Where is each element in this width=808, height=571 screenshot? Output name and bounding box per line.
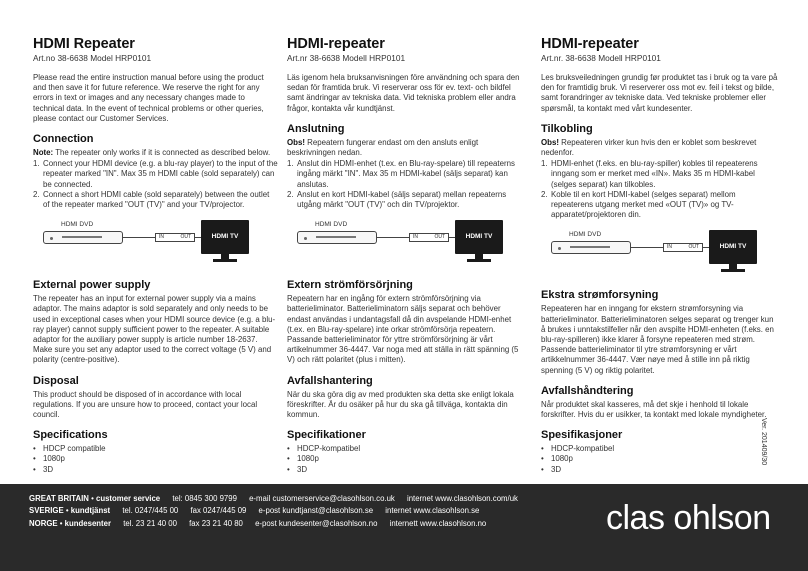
tv-base [721, 269, 745, 272]
service-label: kundesenter [64, 519, 112, 528]
power-text: Repeateren har en inngang for ekstern strømforsyning via batterieliminator. Batterieliminatoren selges separat og trenger kun å brukes i unntakstilfeller når den avspilte HDMI-enheten (f.eks. en blu-ray-spilleren) ikke klarer å forsyne repeateren med strøm. Passende batterieliminator til ytre strømforsyning er vårt artikkelnummer 36-4447. Vær nøye med å stille inn på riktig spenning (5 V) og riktig polaritet. [541, 304, 774, 375]
fax-number: fax 0247/445 09 [190, 506, 247, 515]
note-label: Note: [33, 148, 54, 158]
list-item: • 3D [33, 465, 278, 475]
spec-list [287, 444, 525, 475]
out-label: OUT [180, 234, 191, 241]
footer [0, 484, 808, 571]
tv-label: HDMI TV [465, 233, 493, 241]
step-text: HDMI-enhet (f.eks. en blu-ray-spiller) kobles til repeaterens inngang som er merket med «IN». Maks 35 m HDMI-kabel (selges separat) kan tilkobles. [551, 159, 758, 189]
note-body: Repeatern fungerar endast om den ansluts enligt beskrivningen nedan. [287, 137, 479, 158]
note-label: Obs! [541, 137, 559, 147]
list-item: • 1080p [33, 454, 278, 464]
website-link[interactable]: internett www.clasohlson.no [389, 519, 487, 528]
tv-label: HDMI TV [211, 233, 239, 241]
phone-number: tel. 0247/445 00 [122, 506, 179, 515]
spec-heading: Spesifikasjoner [541, 429, 623, 442]
hdmi-cable-in [377, 237, 409, 238]
note-text [287, 138, 525, 158]
article-number: Art.nr. 38-6638 Modell HRP0101 [541, 53, 661, 63]
tv-icon [455, 220, 503, 254]
dvd-player-icon [297, 231, 377, 244]
repeater-icon [409, 233, 449, 242]
in-label: IN [159, 234, 164, 241]
email-link[interactable]: e-post kundesenter@clasohlson.no [255, 519, 378, 528]
connection-diagram [287, 218, 511, 270]
out-label: OUT [434, 234, 445, 241]
hdmi-cable-in [631, 247, 663, 248]
dvd-label: HDMI DVD [61, 221, 94, 229]
service-label: kundtjänst [70, 506, 111, 515]
power-heading: Extern strömförsörjning [287, 279, 413, 292]
spec-list [541, 444, 779, 475]
intro-text: Läs igenom hela bruksanvisningen före användning och spara den sedan för framtida bruk. Vi reserverar oss för ev. text- och bildfel samt ändringar av tekniska data. Vid tekniska problem eller andra frågor, kontakta vår kundtjänst. [287, 73, 520, 113]
connection-steps [541, 159, 779, 220]
list-item: 2. Koble til en kort HDMI-kabel (selges separat) mellom repeaterens utgang merket med «OUT (TV)» og TV-apparatet/projektoren din. [541, 189, 736, 220]
connection-steps [33, 159, 278, 210]
spec-list [33, 444, 278, 475]
tv-icon [709, 230, 757, 264]
list-item: • 3D [287, 465, 525, 475]
footer-row-se: SVERIGE • kundtjänst tel. 0247/445 00 fax 0247/445 09 e-post kundtjanst@clasohlson.se internet www.clasohlson.se [29, 506, 480, 515]
phone-number: tel. 23 21 40 00 [123, 519, 177, 528]
country-label: NORGE [29, 519, 58, 528]
list-item: • 1080p [541, 454, 779, 464]
note-text [33, 148, 278, 158]
step-text: Anslut din HDMI-enhet (t.ex. en Blu-ray-spelare) till repeaterns ingång märkt "IN". Max 35 m HDMI-kabel (säljs separat) kan anslutas. [297, 159, 515, 189]
email-link[interactable]: e-post kundtjanst@clasohlson.se [258, 506, 374, 515]
page-title: HDMI-repeater [541, 36, 639, 52]
in-label: IN [413, 234, 418, 241]
disposal-heading: Avfallshantering [287, 374, 373, 387]
footer-row-uk: GREAT BRITAIN • customer service tel: 0845 300 9799 e-mail customerservice@clasohlson.co.uk internet www.clasohlson.com/uk [29, 494, 518, 503]
website-link[interactable]: internet www.clasohlson.com/uk [406, 494, 518, 503]
list-item: • HDCP-kompatibel [541, 444, 779, 454]
dvd-player-icon [551, 241, 631, 254]
tv-icon [201, 220, 249, 254]
dvd-player-icon [43, 231, 123, 244]
tv-base [213, 259, 237, 262]
list-item: 1. HDMI-enhet (f.eks. en blu-ray-spiller) kobles til repeaterens inngang som er merket med «IN». Maks 35 m HDMI-kabel (selges separat) kan tilkobles. [541, 159, 758, 189]
dvd-label: HDMI DVD [315, 221, 348, 229]
spec-heading: Specifikationer [287, 429, 366, 442]
note-body: Repeateren virker kun hvis den er koblet som beskrevet nedenfor. [541, 137, 757, 158]
intro-text: Les bruksveiledningen grundig før produktet tas i bruk og ta vare på den for framtidig bruk. Vi reserverer oss mot ev. feil i tekst og bilde, samt forandringer av tekniske data. Ved tekniske problemer eller spørsmål, ta kontakt med vårt kundesenter. [541, 73, 778, 113]
note-label: Obs! [287, 137, 305, 147]
power-text: Repeatern har en ingång för extern strömförsörjning via batterieliminator. Batterieliminatorn säljs separat och behöver endast användas i undantagsfall då din avspelande HDMI-enhet (t.ex. en Blu-ray-spelare) inte orkar strömförsörja repeatern. Passande batterieliminator för yttre strömförsörjning är vårt artikelnummer 36-4447. Var noga med att ställa in rätt spänning (5 V) och rätt polaritet (plus i mitten). [287, 294, 519, 365]
page-title: HDMI Repeater [33, 36, 135, 52]
connection-heading: Connection [33, 133, 94, 146]
column-norwegian [541, 36, 779, 475]
disposal-heading: Disposal [33, 374, 79, 387]
list-item: • 1080p [287, 454, 525, 464]
repeater-icon [663, 243, 703, 252]
list-item: 2. Connect a short HDMI cable (sold separately) between the outlet of the repeater marked "OUT (TV)" and your TV/projector. [33, 189, 270, 210]
intro-text: Please read the entire instruction manual before using the product and then save it for future reference. We reserve the right for any errors in text or images and any necessary changes made to technical data. In the event of technical problems or other queries, please contact our Customer Services. [33, 73, 264, 123]
article-number: Art.nr 38-6638 Modell HRP0101 [287, 53, 406, 63]
list-item: • HDCP-kompatibel [287, 444, 525, 454]
step-text: Koble til en kort HDMI-kabel (selges separat) mellom repeaterens utgang merket med «OUT (TV)» og TV-apparatet/projektoren din. [551, 189, 736, 220]
out-label: OUT [688, 244, 699, 251]
spec-heading: Specifications [33, 429, 108, 442]
power-heading: Ekstra strømforsyning [541, 289, 659, 302]
list-item: 1. Connect your HDMI device (e.g. a blu-ray player) to the input of the repeater marked "IN". Max 35 m HDMI cable (sold separately) can be connected. [33, 159, 278, 189]
fax-number: fax 23 21 40 80 [189, 519, 243, 528]
article-number: Art.no 38-6638 Model HRP0101 [33, 53, 152, 63]
disposal-text: This product should be disposed of in accordance with local regulations. If you are unsure how to proceed, contact your local council. [33, 389, 258, 420]
connection-diagram [33, 218, 257, 270]
power-heading: External power supply [33, 279, 151, 292]
phone-number: tel: 0845 300 9799 [172, 494, 237, 503]
repeater-icon [155, 233, 195, 242]
country-label: GREAT BRITAIN [29, 494, 89, 503]
list-item: • 3D [541, 465, 779, 475]
email-link[interactable]: e-mail customerservice@clasohlson.co.uk [249, 494, 395, 503]
connection-diagram [541, 228, 765, 280]
tv-base [467, 259, 491, 262]
brand-logo: clas ohlson [606, 499, 771, 537]
website-link[interactable]: internet www.clasohlson.se [385, 506, 480, 515]
list-item: 1. Anslut din HDMI-enhet (t.ex. en Blu-ray-spelare) till repeaterns ingång märkt "IN". Max 35 m HDMI-kabel (säljs separat) kan anslutas. [287, 159, 515, 189]
dvd-label: HDMI DVD [569, 231, 602, 239]
hdmi-cable-in [123, 237, 155, 238]
list-item: 2. Anslut en kort HDMI-kabel (säljs separat) mellan repeaterns utgång märkt "OUT (TV)" och din TV/projektor. [287, 189, 507, 210]
connection-steps [287, 159, 525, 210]
column-english [33, 36, 278, 475]
page-title: HDMI-repeater [287, 36, 385, 52]
list-item: • HDCP compatible [33, 444, 278, 454]
connection-heading: Tilkobling [541, 122, 593, 135]
step-text: Connect your HDMI device (e.g. a blu-ray player) to the input of the repeater marked "IN". Max 35 m HDMI cable (sold separately) can be connected. [43, 159, 278, 189]
version-label: Ver. 201409/30 [760, 418, 767, 466]
disposal-heading: Avfallshåndtering [541, 384, 634, 397]
disposal-text: Når produktet skal kasseres, må det skje i henhold til lokale forskrifter. Hvis du er usikker, ta kontakt med lokale myndigheter. [541, 399, 767, 420]
step-text: Anslut en kort HDMI-kabel (säljs separat) mellan repeaterns utgång märkt "OUT (TV)" och din TV/projektor. [297, 189, 507, 210]
connection-heading: Anslutning [287, 122, 345, 135]
column-swedish [287, 36, 525, 475]
footer-row-no: NORGE • kundesenter tel. 23 21 40 00 fax 23 21 40 80 e-post kundesenter@clasohlson.no internett www.clasohlson.no [29, 519, 487, 528]
note-body: The repeater only works if it is connected as described below. [53, 148, 271, 158]
power-text: The repeater has an input for external power supply via a mains adaptor. The mains adaptor is sold separately and only needs to be used in exceptional cases when your HDMI source device (e.g. a blu-ray player) cannot supply sufficient power to the repeater. A suitable adaptor for the auxiliary power supply is article number 18-2637. Make sure you set any adaptor used to the correct voltage (5 V) and polarity (centre-positive). [33, 294, 276, 365]
note-text [541, 138, 779, 158]
disposal-text: När du ska göra dig av med produkten ska detta ske enligt lokala föreskrifter. Är du osäker på hur du ska gå tillväga, kontakta din kommun. [287, 389, 514, 420]
in-label: IN [667, 244, 672, 251]
service-label: customer service [95, 494, 161, 503]
step-text: Connect a short HDMI cable (sold separately) between the outlet of the repeater marked "OUT (TV)" and your TV/projector. [43, 189, 270, 210]
country-label: SVERIGE [29, 506, 64, 515]
tv-label: HDMI TV [719, 243, 747, 251]
